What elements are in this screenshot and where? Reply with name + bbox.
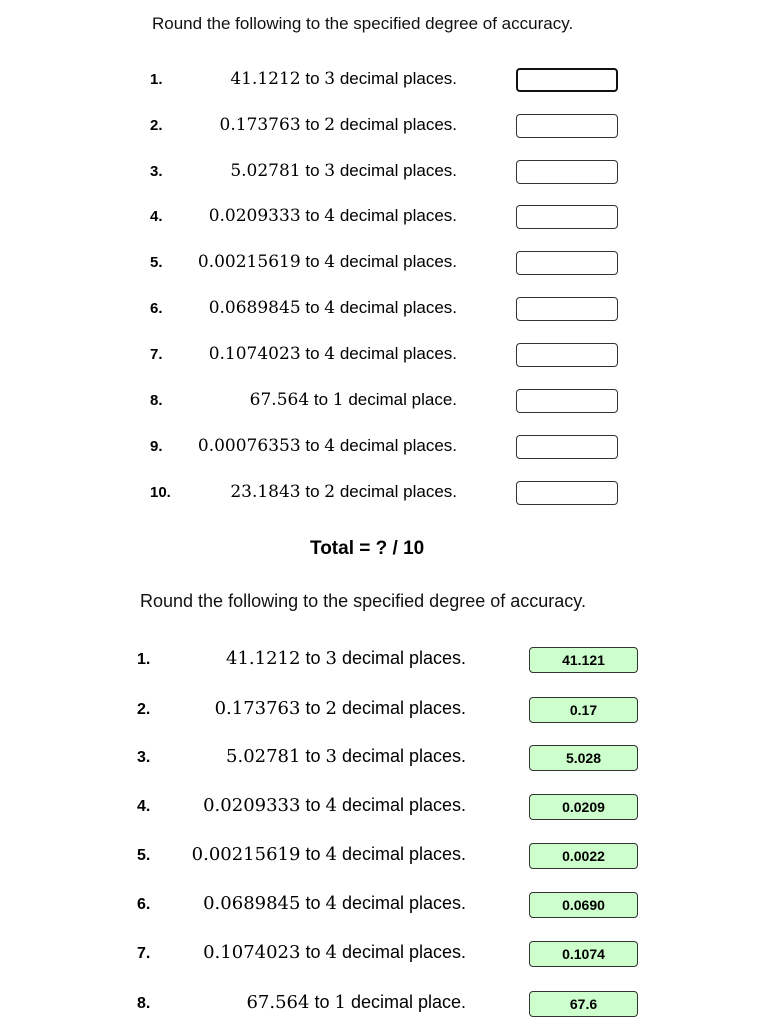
- answer-input[interactable]: [516, 160, 618, 184]
- answer-value: 5.028: [529, 745, 638, 771]
- question-text: 0.0209333 to 4 decimal places.: [203, 795, 466, 816]
- question-number: 4.: [137, 798, 151, 815]
- question-row: [0, 205, 768, 229]
- answer-value: 0.1074: [529, 941, 638, 967]
- answer-input[interactable]: [516, 297, 618, 321]
- question-text: 0.0689845 to 4 decimal places.: [208, 298, 457, 318]
- question-row: [0, 160, 768, 184]
- question-number: 6.: [137, 896, 151, 913]
- question-text: 41.1212 to 3 decimal places.: [226, 648, 466, 669]
- question-number: 8.: [137, 995, 151, 1012]
- question-row: [0, 435, 768, 459]
- question-row: [0, 343, 768, 367]
- answer-row: [0, 892, 768, 916]
- question-text: 0.1074023 to 4 decimal places.: [208, 344, 457, 364]
- answer-row: [0, 794, 768, 818]
- total-score: Total = ? / 10: [310, 538, 425, 559]
- worksheet-instruction: Round the following to the specified degree of accuracy.: [152, 14, 574, 33]
- answer-value: 67.6: [529, 991, 638, 1017]
- answer-input[interactable]: [516, 251, 618, 275]
- question-text: 67.564 to 1 decimal place.: [249, 390, 457, 410]
- question-number: 3.: [150, 163, 163, 180]
- question-number: 8.: [150, 392, 163, 409]
- question-row: [0, 68, 768, 92]
- answer-value: 0.17: [529, 697, 638, 723]
- question-number: 9.: [150, 438, 163, 455]
- answer-row: [0, 941, 768, 965]
- question-number: 7.: [137, 945, 151, 962]
- question-text: 5.02781 to 3 decimal places.: [226, 746, 466, 767]
- answer-input[interactable]: [516, 435, 618, 459]
- answer-row: [0, 647, 768, 671]
- question-text: 0.0689845 to 4 decimal places.: [203, 893, 466, 914]
- question-text: 67.564 to 1 decimal place.: [246, 992, 466, 1013]
- question-row: [0, 481, 768, 505]
- answer-sheet-instruction: Round the following to the specified degree of accuracy.: [140, 591, 586, 611]
- answer-value: 0.0022: [529, 843, 638, 869]
- answer-input[interactable]: [516, 389, 618, 413]
- answer-input[interactable]: [516, 481, 618, 505]
- question-number: 6.: [150, 300, 163, 317]
- question-number: 2.: [150, 117, 163, 134]
- question-text: 0.00215619 to 4 decimal places.: [191, 844, 466, 865]
- question-number: 3.: [137, 749, 151, 766]
- question-number: 5.: [150, 254, 163, 271]
- question-number: 5.: [137, 847, 151, 864]
- question-number: 10.: [150, 484, 171, 501]
- question-row: [0, 297, 768, 321]
- question-text: 0.0209333 to 4 decimal places.: [208, 206, 457, 226]
- question-number: 2.: [137, 701, 151, 718]
- answer-value: 0.0209: [529, 794, 638, 820]
- answer-row: [0, 843, 768, 867]
- answer-input[interactable]: [516, 343, 618, 367]
- question-number: 1.: [150, 71, 163, 88]
- question-text: 41.1212 to 3 decimal places.: [230, 69, 457, 89]
- question-number: 1.: [137, 651, 151, 668]
- question-text: 0.173763 to 2 decimal places.: [219, 115, 457, 135]
- answer-input[interactable]: [516, 68, 618, 92]
- question-text: 0.00215619 to 4 decimal places.: [197, 252, 457, 272]
- answer-row: [0, 745, 768, 769]
- question-number: 4.: [150, 208, 163, 225]
- question-text: 0.173763 to 2 decimal places.: [214, 698, 466, 719]
- answer-value: 0.0690: [529, 892, 638, 918]
- answer-row: [0, 697, 768, 721]
- question-number: 7.: [150, 346, 163, 363]
- question-row: [0, 251, 768, 275]
- answer-value: 41.121: [529, 647, 638, 673]
- question-text: 0.1074023 to 4 decimal places.: [203, 942, 466, 963]
- answer-input[interactable]: [516, 205, 618, 229]
- question-text: 23.1843 to 2 decimal places.: [230, 482, 457, 502]
- question-text: 0.00076353 to 4 decimal places.: [197, 436, 457, 456]
- answer-input[interactable]: [516, 114, 618, 138]
- question-row: [0, 389, 768, 413]
- question-row: [0, 114, 768, 138]
- question-text: 5.02781 to 3 decimal places.: [230, 161, 457, 181]
- answer-row: [0, 991, 768, 1015]
